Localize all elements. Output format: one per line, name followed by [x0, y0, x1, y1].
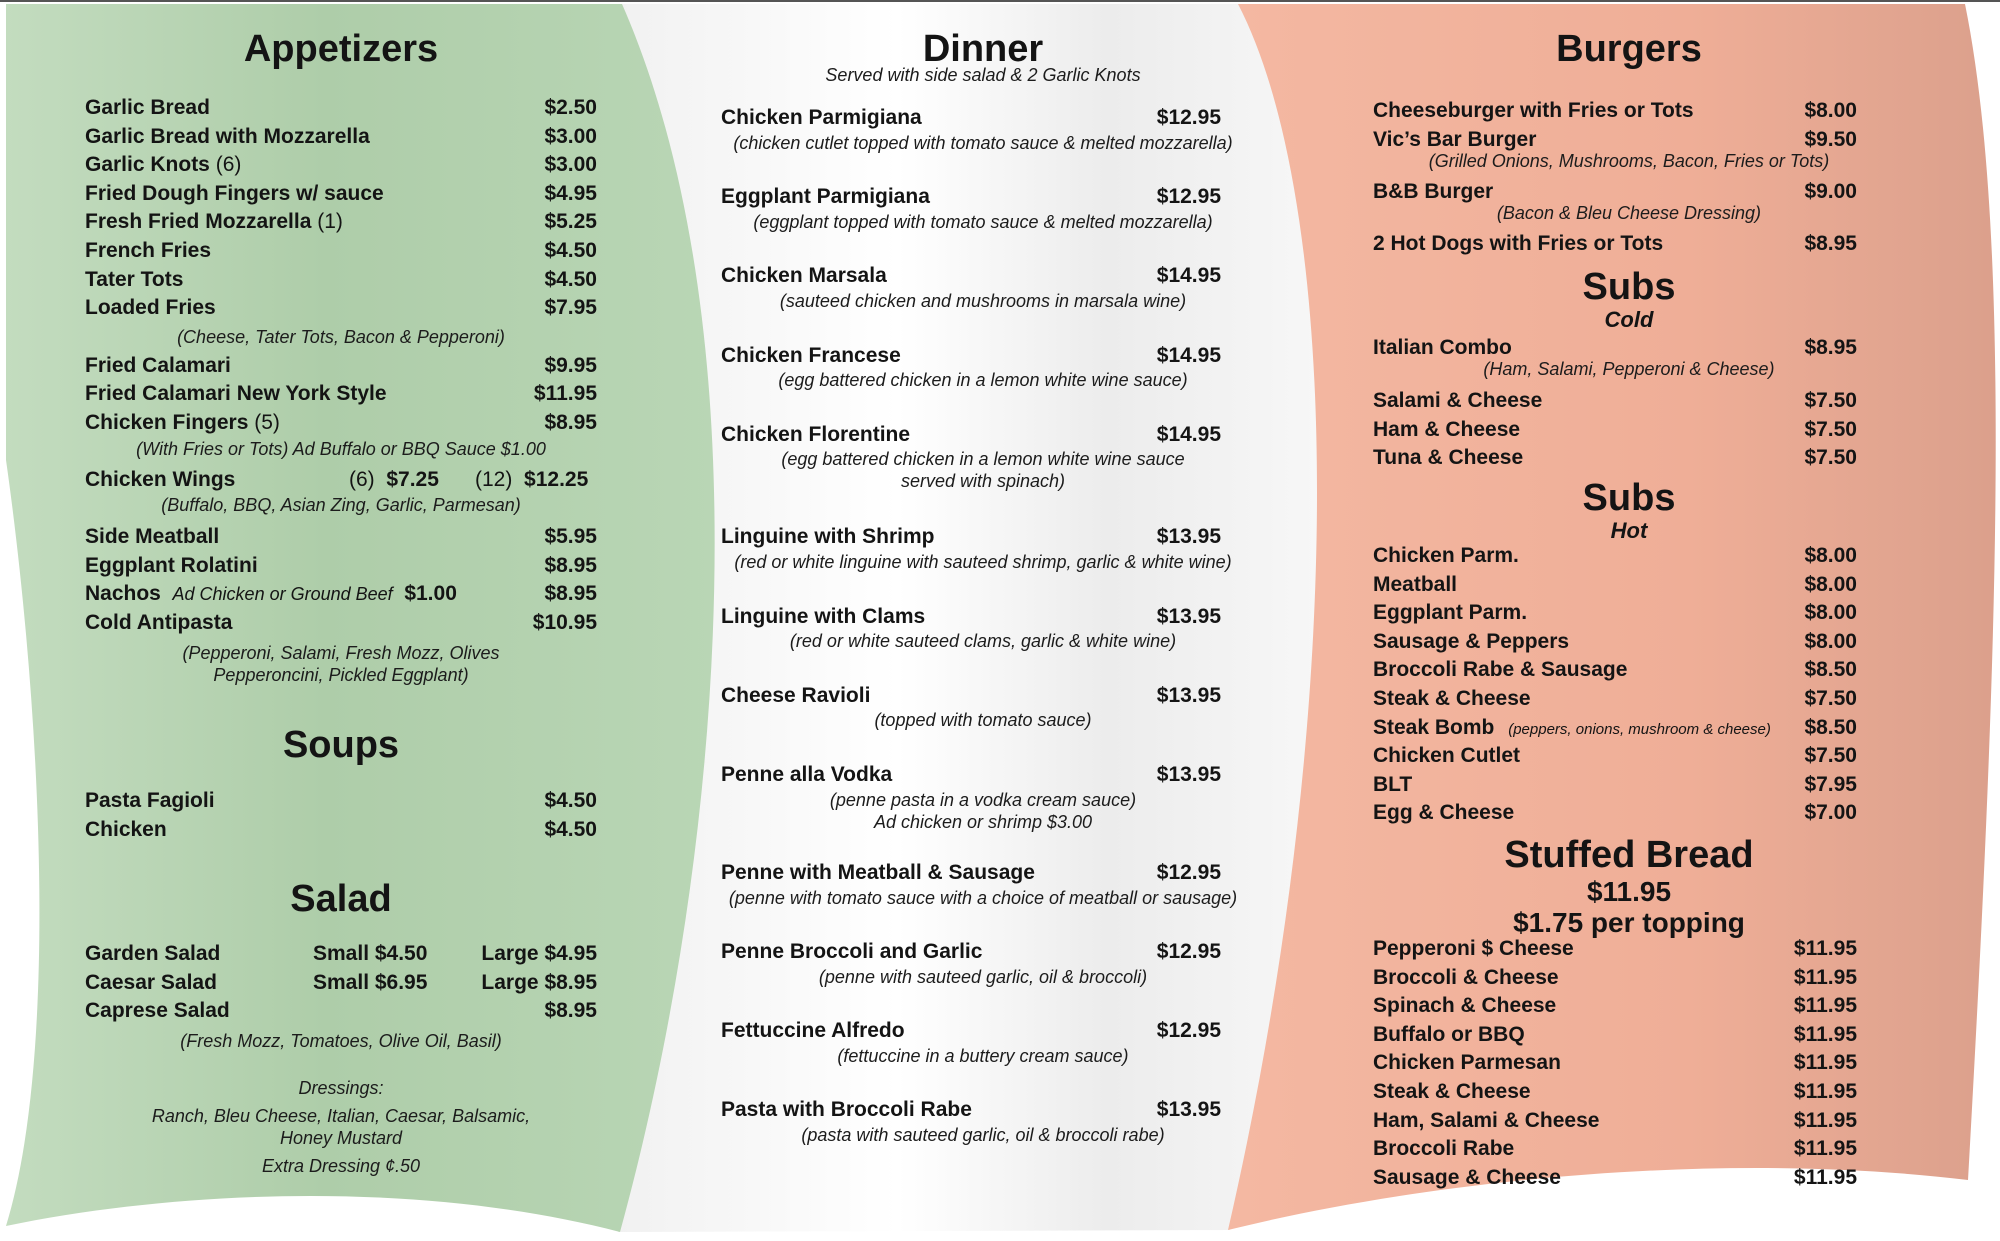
stuffed-bread-price: $11.95 [1586, 876, 1672, 907]
menu-item: Cold Antipasta $10.95 [85, 610, 597, 634]
dinner-item-name: Linguine with Clams [721, 604, 926, 628]
dinner-item-description: (sauteed chicken and mushrooms in marsala wine) [779, 290, 1187, 311]
menu-item: Fresh Fried Mozzarella (1) $5.25 [85, 210, 597, 234]
dinner-item [721, 1096, 1245, 1175]
menu-item [1373, 685, 1885, 714]
dinner-item-row [721, 603, 1245, 632]
dinner-item-row [721, 1017, 1245, 1046]
dinner-item-name: Penne Broccoli and Garlic [721, 940, 983, 964]
dinner-item-price: $13.95 [1156, 604, 1221, 628]
dinner-item-row [721, 1096, 1245, 1125]
item-note: (Grilled Onions, Mushrooms, Bacon, Fries or Tots) [1428, 150, 1830, 171]
menu-item: Vic’s Bar Burger $9.50 [1373, 127, 1857, 151]
dressings-label: Dressings: [298, 1077, 384, 1098]
menu-item: Tuna & Cheese $7.50 [1373, 446, 1857, 470]
dinner-item-price: $13.95 [1156, 762, 1221, 786]
dinner-item [721, 859, 1245, 938]
menu-item-price: $8.00 [1804, 544, 1857, 567]
menu-item [1373, 599, 1885, 628]
item-note: (Ham, Salami, Pepperoni & Cheese) [1483, 359, 1775, 379]
dinner-item-description: (fettuccine in a buttery cream sauce) [837, 1045, 1129, 1066]
menu-item [1373, 628, 1885, 657]
menu-item-price: $7.00 [1804, 801, 1857, 825]
dinner-item-description: (topped with tomato sauce) [874, 710, 1092, 731]
menu-item-price: $11.95 [1793, 937, 1857, 960]
menu-item [1373, 1107, 1885, 1136]
dinner-item-row [721, 859, 1245, 888]
menu-item-price: $8.00 [1804, 601, 1857, 625]
menu-item-price: $11.95 [1793, 1165, 1857, 1189]
dinner-item-row [721, 523, 1245, 552]
menu-item-price: $11.95 [1793, 1051, 1857, 1075]
menu-item: Garden Salad Small $4.50 Large $4.95 [85, 942, 597, 965]
subs-hot-title: Subs [1582, 477, 1676, 519]
item-note: Pepperoncini, Pickled Eggplant) [213, 664, 469, 685]
chicken-wings-row: Chicken Wings (6) $7.25 (12) $12.25 [85, 467, 589, 491]
dinner-item-row [721, 342, 1245, 371]
menu-item-name: Egg & Cheese [1373, 801, 1515, 825]
dinner-item [721, 682, 1245, 761]
dinner-item-row [721, 938, 1245, 967]
menu-item-name: Eggplant Parm. [1373, 601, 1528, 625]
stuffed-bread-list [1373, 935, 1885, 1192]
subs-cold-subtitle: Cold [1604, 307, 1654, 332]
dinner-list [721, 104, 1245, 1176]
menu-item [1373, 742, 1885, 771]
dinner-item-description: (penne with tomato sauce with a choice of meatball or sausage) [728, 887, 1238, 908]
extra-dressing: Extra Dressing ¢.50 [261, 1155, 421, 1176]
menu-item [1373, 1049, 1885, 1078]
menu-item: Chicken $4.50 [85, 817, 597, 841]
menu-item [1373, 1164, 1885, 1193]
menu-item: 2 Hot Dogs with Fries or Tots $8.95 [1373, 231, 1857, 255]
dinner-item [721, 104, 1245, 183]
dressings-list: Ranch, Bleu Cheese, Italian, Caesar, Balsamic, [151, 1105, 531, 1126]
menu-item-name: Sausage & Cheese [1373, 1165, 1561, 1189]
menu-item: Fried Calamari $9.95 [85, 353, 597, 377]
menu-item [1373, 964, 1885, 993]
menu-item: Tater Tots $4.50 [85, 267, 597, 291]
menu-item [1373, 1078, 1885, 1107]
menu-item-price: $11.95 [1793, 1137, 1857, 1161]
menu-item: Caesar Salad Small $6.95 Large $8.95 [85, 970, 597, 994]
dinner-item-price: $12.95 [1156, 106, 1221, 129]
dinner-item-description: (penne pasta in a vodka cream sauce) [829, 789, 1137, 810]
menu-item-price: $8.00 [1804, 629, 1857, 653]
item-note: (With Fries or Tots) Ad Buffalo or BBQ Sauce $1.00 [136, 438, 546, 459]
dinner-title: Dinner [922, 28, 1044, 70]
dinner-item [721, 183, 1245, 262]
dinner-item-price: $12.95 [1156, 1019, 1221, 1043]
menu-item-name: Broccoli & Cheese [1373, 965, 1559, 989]
menu-item-price: $7.50 [1804, 686, 1857, 710]
menu-item: Salami & Cheese $7.50 [1373, 389, 1857, 412]
stuffed-bread-title: Stuffed Bread [1504, 834, 1754, 876]
subs-hot-subtitle: Hot [1610, 518, 1648, 543]
dinner-item-description: (pasta with sauteed garlic, oil & broccoli rabe) [801, 1125, 1165, 1146]
menu-item-name: Spinach & Cheese [1373, 994, 1557, 1018]
menu-item: Garlic Bread $2.50 [85, 96, 597, 119]
menu-item-name: Broccoli Rabe & Sausage [1373, 658, 1628, 682]
menu-item-name: Steak & Cheese [1373, 686, 1531, 710]
dinner-item-row [721, 761, 1245, 790]
menu-item-price: $8.50 [1804, 658, 1857, 682]
menu-item: Cheeseburger with Fries or Tots $8.00 [1373, 99, 1857, 122]
dinner-item-name: Eggplant Parmigiana [721, 185, 930, 209]
burgers-title: Burgers [1556, 28, 1702, 70]
dinner-item-name: Chicken Parmigiana [721, 106, 922, 129]
menu-item: B&B Burger $9.00 [1373, 179, 1857, 203]
dinner-item-row [721, 421, 1245, 450]
menu-item-price: $11.95 [1793, 1108, 1857, 1132]
salad-list [85, 940, 597, 1177]
menu-item: Garlic Knots (6) $3.00 [85, 153, 597, 177]
menu-item [1373, 935, 1885, 964]
item-note: (Buffalo, BBQ, Asian Zing, Garlic, Parmesan) [161, 495, 521, 516]
menu-item-price: $11.95 [1793, 994, 1857, 1018]
dinner-item-description: (chicken cutlet topped with tomato sauce & melted mozzarella) [733, 132, 1233, 153]
menu-item-name: Chicken Cutlet [1373, 744, 1521, 768]
appetizers-list [85, 94, 597, 686]
dinner-item-name: Penne with Meatball & Sausage [721, 860, 1035, 884]
menu-item: French Fries $4.50 [85, 238, 597, 262]
dinner-item-name: Linguine with Shrimp [721, 525, 935, 549]
menu-item: Eggplant Rolatini $8.95 [85, 553, 597, 577]
dinner-item-price: $14.95 [1156, 343, 1221, 367]
page-border [0, 0, 2000, 2]
item-note: (Cheese, Tater Tots, Bacon & Pepperoni) [177, 326, 505, 347]
menu-item-name: Pepperoni $ Cheese [1373, 937, 1574, 960]
nachos-row: Nachos Ad Chicken or Ground Beef $1.00 $8.95 [85, 582, 597, 606]
menu-item: Italian Combo $8.95 [1373, 336, 1857, 359]
dinner-item [721, 262, 1245, 341]
topping-price: $1.75 per topping [1513, 907, 1745, 938]
dressings-list: Honey Mustard [279, 1127, 403, 1148]
subs-cold-list [1373, 334, 1885, 473]
menu-item-name: Broccoli Rabe [1373, 1137, 1515, 1161]
dinner-item [721, 523, 1245, 602]
menu-item-detail: (peppers, onions, mushroom & cheese) [1508, 720, 1771, 738]
menu-item: Pasta Fagioli $4.50 [85, 789, 597, 812]
soups-list [85, 787, 597, 844]
dinner-item-name: Pasta with Broccoli Rabe [721, 1098, 972, 1122]
menu-item: Side Meatball $5.95 [85, 525, 597, 549]
menu-item [1373, 992, 1885, 1021]
menu-item-name: Ham, Salami & Cheese [1373, 1108, 1600, 1132]
dinner-item-price: $12.95 [1156, 185, 1221, 209]
dinner-item-price: $12.95 [1156, 860, 1221, 884]
menu-item-price: $8.00 [1804, 572, 1857, 596]
dinner-item-row [721, 104, 1245, 133]
menu-item-name: Sausage & Peppers [1373, 629, 1570, 653]
menu-item: Fried Calamari New York Style $11.95 [85, 382, 597, 406]
dinner-item-price: $13.95 [1156, 525, 1221, 549]
dinner-item-description: (eggplant topped with tomato sauce & melted mozzarella) [753, 211, 1213, 232]
item-note: (Pepperoni, Salami, Fresh Mozz, Olives [182, 642, 500, 663]
dinner-item-price: $13.95 [1156, 683, 1221, 707]
salad-title: Salad [290, 878, 392, 920]
dinner-item-description: (red or white sauteed clams, garlic & white wine) [789, 631, 1177, 652]
dinner-item [721, 938, 1245, 1017]
dinner-item-description: Ad chicken or shrimp $3.00 [873, 811, 1093, 832]
dinner-item-price: $14.95 [1156, 264, 1221, 288]
dinner-item-price: $14.95 [1156, 422, 1221, 446]
dinner-item-row [721, 682, 1245, 711]
menu-item-name: Steak Bomb (peppers, onions, mushroom & cheese) [1373, 715, 1771, 739]
dinner-item-description: served with spinach) [900, 471, 1066, 492]
dinner-item [721, 1017, 1245, 1096]
dinner-item-row [721, 183, 1245, 212]
menu-item: Caprese Salad $8.95 [85, 999, 597, 1023]
dinner-item-name: Chicken Florentine [721, 422, 911, 446]
dinner-item [721, 603, 1245, 682]
menu-item [1373, 656, 1885, 685]
menu-item: Fried Dough Fingers w/ sauce $4.95 [85, 181, 597, 205]
menu-item [1373, 1021, 1885, 1050]
dinner-item-row [721, 262, 1245, 291]
menu-item: Loaded Fries $7.95 [85, 296, 597, 320]
dinner-item [721, 761, 1245, 859]
menu-item-name: Chicken Parmesan [1373, 1051, 1561, 1075]
menu-item-name: Steak & Cheese [1373, 1079, 1531, 1103]
dinner-subtitle: Served with side salad & 2 Garlic Knots [825, 65, 1141, 85]
dinner-item-description: (egg battered chicken in a lemon white wine sauce [781, 449, 1185, 470]
menu-item [1373, 571, 1885, 600]
dinner-item [721, 421, 1245, 524]
menu-item [1373, 1135, 1885, 1164]
dinner-item-description: (red or white linguine with sauteed shrimp, garlic & white wine) [734, 551, 1232, 572]
dinner-item [721, 342, 1245, 421]
dinner-item-price: $12.95 [1156, 940, 1221, 964]
menu-item: Chicken Fingers (5) $8.95 [85, 410, 597, 434]
subs-cold-title: Subs [1582, 266, 1676, 308]
appetizers-title: Appetizers [243, 28, 439, 70]
dinner-item-name: Fettuccine Alfredo [721, 1019, 905, 1043]
menu-item: Ham & Cheese $7.50 [1373, 417, 1857, 441]
item-note: (Fresh Mozz, Tomatoes, Olive Oil, Basil) [180, 1030, 502, 1051]
burgers-list [1373, 97, 1885, 258]
menu-item-name: BLT [1373, 772, 1413, 796]
menu-item-price: $11.95 [1793, 965, 1857, 989]
menu-item-price: $8.50 [1804, 715, 1857, 739]
menu-item: Garlic Bread with Mozzarella $3.00 [85, 124, 597, 148]
menu-item-name: Buffalo or BBQ [1373, 1022, 1525, 1046]
dinner-item-name: Cheese Ravioli [721, 683, 871, 707]
menu-item [1373, 542, 1885, 571]
menu-item-price: $11.95 [1793, 1079, 1857, 1103]
soups-title: Soups [282, 724, 400, 766]
menu-item-name: Meatball [1373, 572, 1458, 596]
menu-item [1373, 771, 1885, 800]
dinner-item-description: (penne with sauteed garlic, oil & broccoli) [818, 966, 1148, 987]
menu-item [1373, 714, 1885, 743]
menu-item-price: $7.95 [1804, 772, 1857, 796]
menu-item-name: Chicken Parm. [1373, 544, 1519, 567]
subs-hot-list [1373, 542, 1885, 828]
dinner-item-description: (egg battered chicken in a lemon white wine sauce) [778, 370, 1188, 391]
dinner-item-price: $13.95 [1156, 1098, 1221, 1122]
dinner-item-name: Chicken Francese [721, 343, 901, 367]
dinner-item-name: Chicken Marsala [721, 264, 887, 288]
item-note: (Bacon & Bleu Cheese Dressing) [1496, 202, 1762, 223]
menu-item [1373, 799, 1885, 828]
dinner-item-name: Penne alla Vodka [721, 762, 893, 786]
menu-item-price: $11.95 [1793, 1022, 1857, 1046]
menu-item-price: $7.50 [1804, 744, 1857, 768]
